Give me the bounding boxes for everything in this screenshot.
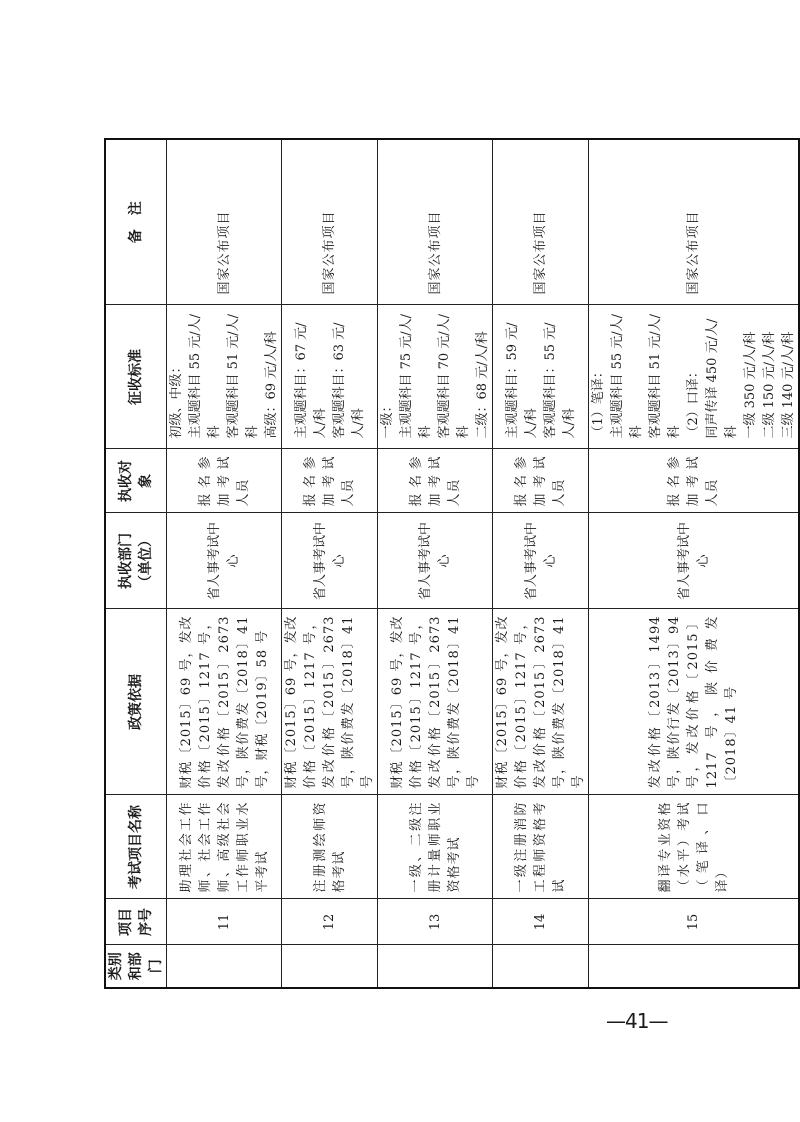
remark-cell: 国家公布项目 xyxy=(282,139,378,305)
remark-cell: 国家公布项目 xyxy=(493,139,589,305)
category-cell xyxy=(493,945,589,988)
table-row xyxy=(282,139,378,988)
seq-cell: 12 xyxy=(282,899,378,945)
name-cell: 翻译专业资格（水平）考试（笔译、口译） xyxy=(589,795,800,899)
standard-cell: 主观题科目：59 元/人/科 客观题科目：55 元/人/科 xyxy=(493,305,589,449)
table-row xyxy=(493,139,589,988)
target-cell: 报名参加考试人员 xyxy=(493,449,589,513)
table-row xyxy=(167,139,282,988)
name-cell: 助理社会工作师、社会工作师、高级社会工作师职业水平考试 xyxy=(167,795,282,899)
policy-cell: 财税〔2015〕69 号，发改价格〔2015〕1217 号，发改价格〔2015〕2673 号，陕价费发〔2018〕41 号 xyxy=(493,609,589,795)
standard-cell: 初级、中级： 主观题科目 55 元/人/科 客观题科目 51 元/人/科 高级：69 元/人/科 xyxy=(167,305,282,449)
name-cell: 注册测绘师资格考试 xyxy=(282,795,378,899)
dept-cell: 省人事考试中心 xyxy=(378,513,493,609)
header-remark: 备 注 xyxy=(105,139,167,305)
dept-cell: 省人事考试中心 xyxy=(493,513,589,609)
target-cell: 报名参加考试人员 xyxy=(167,449,282,513)
seq-cell: 15 xyxy=(589,899,800,945)
page-number: —41— xyxy=(606,1009,668,1033)
seq-cell: 14 xyxy=(493,899,589,945)
header-name: 考试项目名称 xyxy=(105,795,167,899)
name-cell: 一级注册消防工程师资格考试 xyxy=(493,795,589,899)
category-cell xyxy=(378,945,493,988)
policy-cell: 财税〔2015〕69 号，发改价格〔2015〕1217 号，发改价格〔2015〕2673 号，陕价费发〔2018〕41 号 xyxy=(378,609,493,795)
policy-cell: 财税〔2015〕69 号，发改价格〔2015〕1217 号，发改价格〔2015〕2673 号，陕价费发〔2018〕41 号，财税〔2019〕58 号 xyxy=(167,609,282,795)
header-target: 执收对象 xyxy=(105,449,167,513)
category-cell xyxy=(282,945,378,988)
standard-cell: 一级： 主观题科目 75 元/人/科 客观题科目 70 元/人/科 二级：68 元/人/科 xyxy=(378,305,493,449)
standard-cell: （1）笔译： 主观题科目 55 元/人/科 客观题科目 51 元/人/科 （2）口译： 同声传译 450 元/人/科 一级 350 元/人/科 二级 150 元/人/科 三级 140 元/人/科 xyxy=(589,305,800,449)
category-cell xyxy=(167,945,282,988)
standard-cell: 主观题科目：67 元/人/科 客观题科目：63 元/人/科 xyxy=(282,305,378,449)
header-standard: 征收标准 xyxy=(105,305,167,449)
policy-cell: 财税〔2015〕69 号，发改价格〔2015〕1217 号，发改价格〔2015〕2673 号，陕价费发〔2018〕41 号 xyxy=(282,609,378,795)
header-seq: 项目序号 xyxy=(105,899,167,945)
target-cell: 报名参加考试人员 xyxy=(378,449,493,513)
table-row xyxy=(589,139,800,988)
policy-cell: 发改价格〔2013〕1494 号，陕价行发〔2013〕94 号，发改价格〔2015〕1217 号，陕价费发〔2018〕41 号 xyxy=(589,609,800,795)
header-dept: 执收部门（单位） xyxy=(105,513,167,609)
header-category: 类别和部门 xyxy=(105,945,167,988)
remark-cell: 国家公布项目 xyxy=(378,139,493,305)
dept-cell: 省人事考试中心 xyxy=(589,513,800,609)
target-cell: 报名参加考试人员 xyxy=(589,449,800,513)
target-cell: 报名参加考试人员 xyxy=(282,449,378,513)
category-cell xyxy=(589,945,800,988)
dept-cell: 省人事考试中心 xyxy=(167,513,282,609)
fee-table-rotated xyxy=(104,140,796,989)
seq-cell: 13 xyxy=(378,899,493,945)
header-policy: 政策依据 xyxy=(105,609,167,795)
seq-cell: 11 xyxy=(167,899,282,945)
dept-cell: 省人事考试中心 xyxy=(282,513,378,609)
remark-cell: 国家公布项目 xyxy=(167,139,282,305)
remark-cell: 国家公布项目 xyxy=(589,139,800,305)
table-row xyxy=(378,139,493,988)
header-row xyxy=(105,139,167,988)
exam-fee-table xyxy=(104,138,800,989)
name-cell: 一级、二级注册计量师职业资格考试 xyxy=(378,795,493,899)
